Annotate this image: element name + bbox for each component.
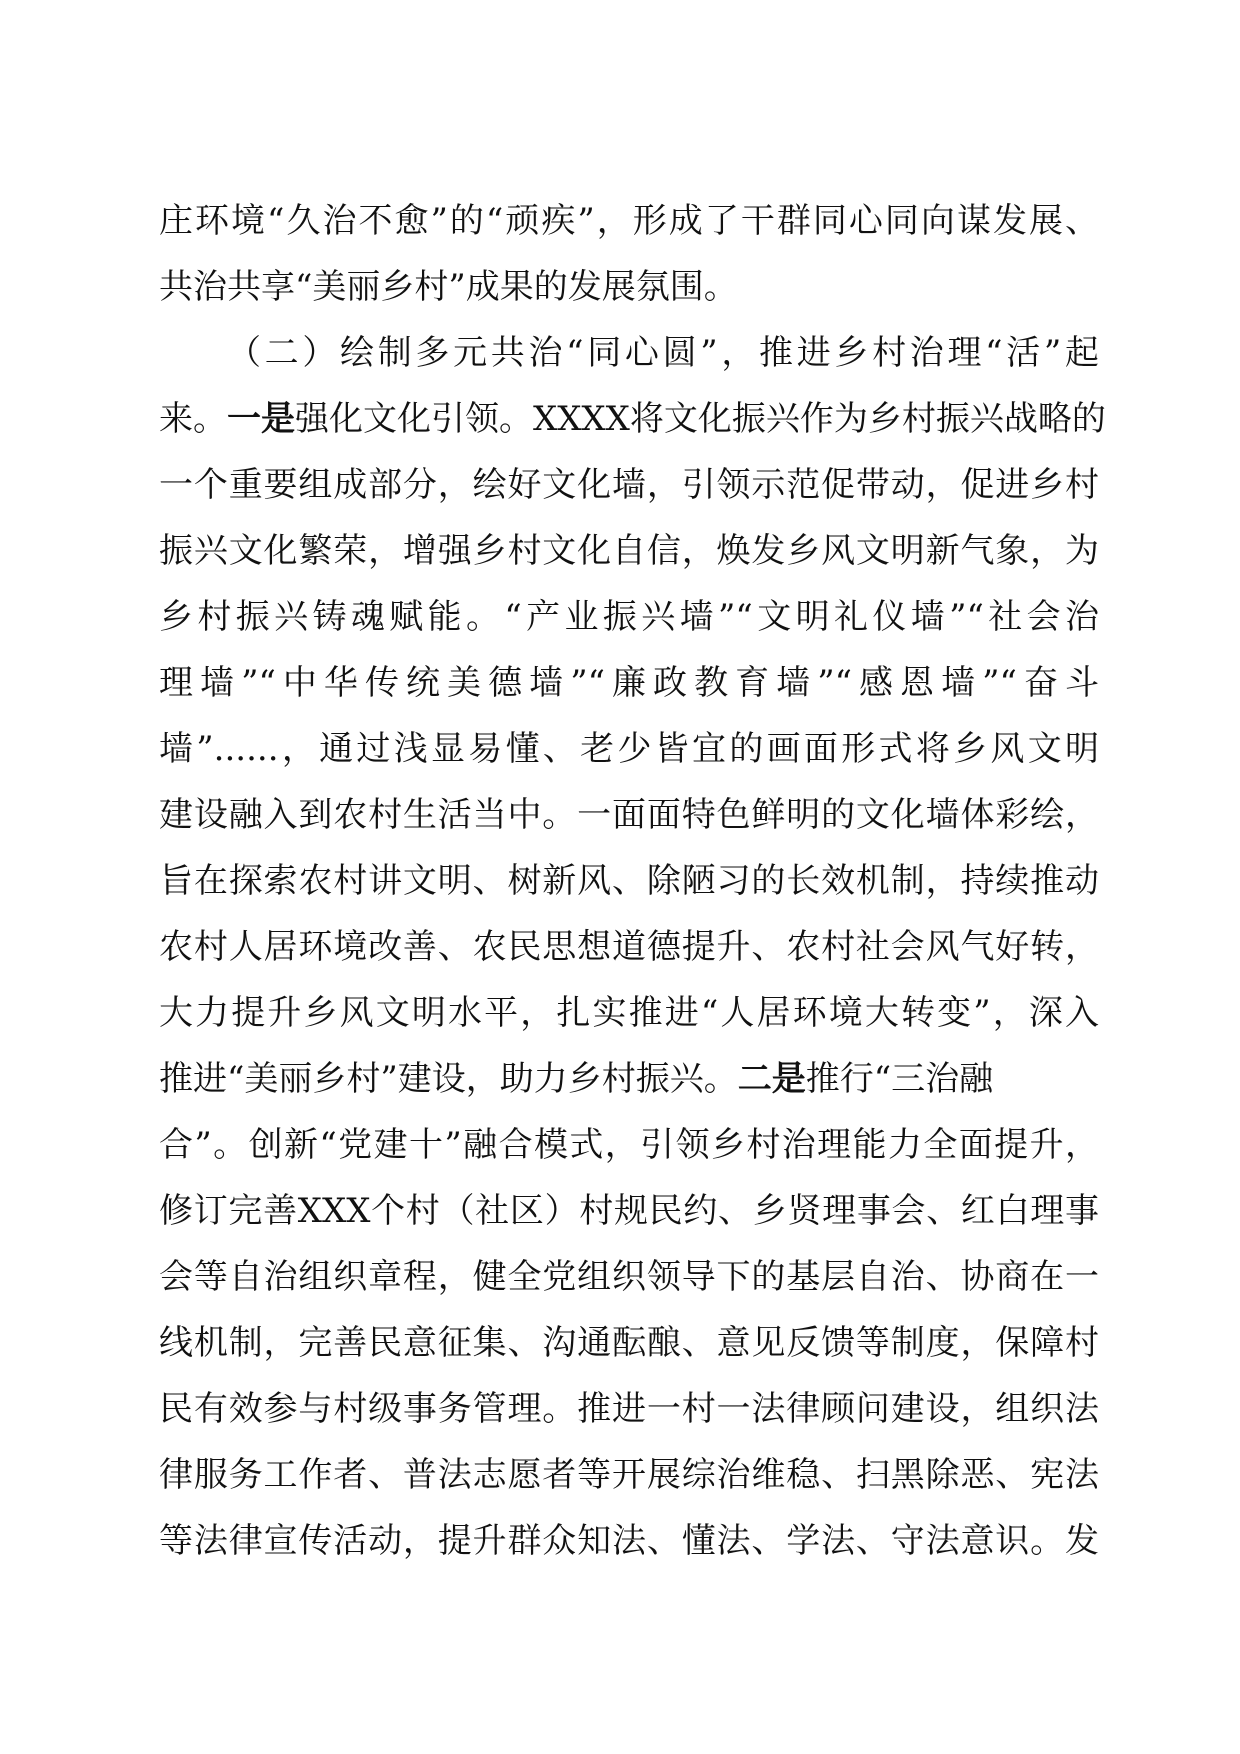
text-line: 共治共享“美丽乡村”成果的发展氛围。 bbox=[159, 267, 738, 307]
text-line: 建设融入到农村生活当中。一面面特色鲜明的文化墙体彩绘， bbox=[159, 795, 1099, 835]
text-line: 农村人居环境改善、农民思想道德提升、农村社会风气好转， bbox=[159, 927, 1099, 967]
text-line: 等法律宣传活动，提升群众知法、懂法、学法、守法意识。发 bbox=[159, 1521, 1099, 1561]
text-line bbox=[159, 386, 1106, 452]
text-line: 大力提升乡风文明水平，扎实推进“人居环境大转变”，深入 bbox=[159, 993, 1099, 1033]
text-line: 墙”......，通过浅显易懂、老少皆宜的画面形式将乡风文明 bbox=[159, 729, 1099, 769]
text-segment: 强化文化引领。XXXX将文化振兴作为乡村振兴战略的 bbox=[295, 399, 1106, 439]
text-line bbox=[159, 1046, 1099, 1112]
text-line: 振兴文化繁荣，增强乡村文化自信，焕发乡风文明新气象，为 bbox=[159, 531, 1099, 571]
text-line: 乡村振兴铸魂赋能。“产业振兴墙”“文明礼仪墙”“社会治 bbox=[159, 597, 1099, 637]
text-line: 一个重要组成部分，绘好文化墙，引领示范促带动，促进乡村 bbox=[159, 465, 1099, 505]
body-text bbox=[159, 188, 1106, 1574]
bold-lead-2: 二是 bbox=[737, 1059, 806, 1099]
text-segment: 来。 bbox=[159, 399, 227, 439]
text-segment: 推进“美丽乡村”建设，助力乡村振兴。 bbox=[159, 1059, 738, 1099]
text-line: 线机制，完善民意征集、沟通酝酿、意见反馈等制度，保障村 bbox=[159, 1323, 1099, 1363]
text-line: 理墙”“中华传统美德墙”“廉政教育墙”“感恩墙”“奋斗 bbox=[159, 663, 1099, 703]
text-line: 律服务工作者、普法志愿者等开展综治维稳、扫黑除恶、宪法 bbox=[159, 1455, 1099, 1495]
text-line: 合”。创新“党建十”融合模式，引领乡村治理能力全面提升， bbox=[159, 1125, 1099, 1165]
section-heading-line: （二）绘制多元共治“同心圆”，推进乡村治理“活”起 bbox=[227, 333, 1099, 373]
bold-lead-1: 一是 bbox=[227, 399, 295, 439]
text-line: 民有效参与村级事务管理。推进一村一法律顾问建设，组织法 bbox=[159, 1389, 1099, 1429]
text-line: 修订完善XXX个村（社区）村规民约、乡贤理事会、红白理事 bbox=[159, 1191, 1099, 1231]
text-line: 旨在探索农村讲文明、树新风、除陋习的长效机制，持续推动 bbox=[159, 861, 1099, 901]
text-segment: 推行“三治融 bbox=[805, 1059, 994, 1099]
text-line: 庄环境“久治不愈”的“顽疾”，形成了干群同心同向谋发展、 bbox=[159, 201, 1099, 241]
text-line: 会等自治组织章程，健全党组织领导下的基层自治、协商在一 bbox=[159, 1257, 1099, 1297]
